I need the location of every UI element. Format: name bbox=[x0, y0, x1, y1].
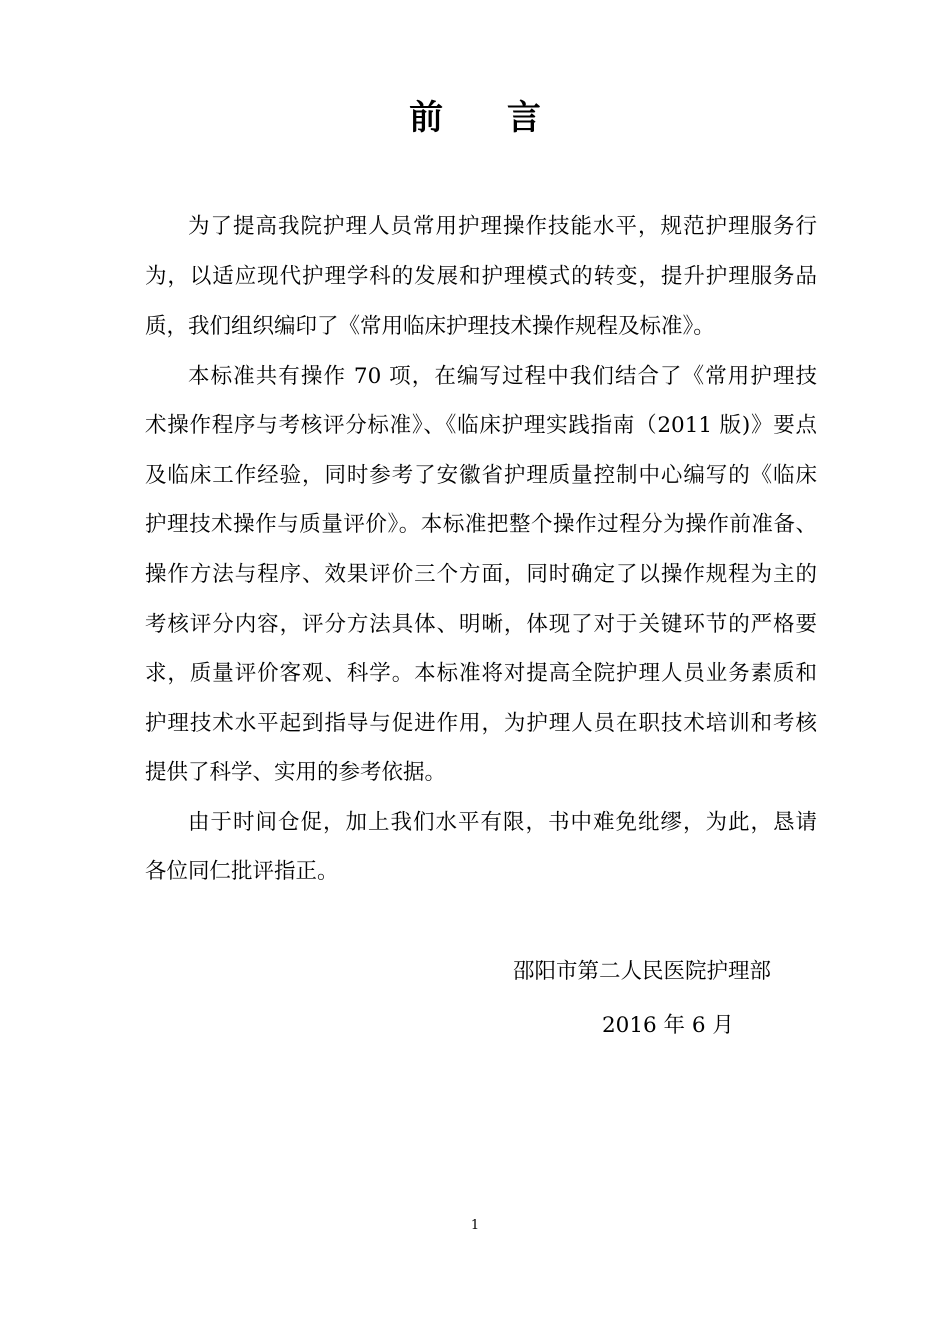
paragraph-2-line-5: 操作方法与程序、效果评价三个方面，同时确定了以操作规程为主的 bbox=[145, 562, 817, 587]
paragraph-1-line-3: 质，我们组织编印了《常用临床护理技术操作规程及标准》。 bbox=[145, 314, 715, 339]
paragraph-3-line-2: 各位同仁批评指正。 bbox=[145, 859, 339, 884]
signature-organization: 邵阳市第二人民医院护理部 bbox=[513, 959, 772, 984]
page-number: 1 bbox=[470, 1218, 480, 1233]
paragraph-1-line-1: 为了提高我院护理人员常用护理操作技能水平，规范护理服务行 bbox=[188, 214, 817, 239]
paragraph-2-line-7: 求，质量评价客观、科学。本标准将对提高全院护理人员业务素质和 bbox=[145, 661, 817, 686]
paragraph-2-line-3: 及临床工作经验，同时参考了安徽省护理质量控制中心编写的《临床 bbox=[145, 463, 817, 488]
paragraph-2-line-6: 考核评分内容，评分方法具体、明晰，体现了对于关键环节的严格要 bbox=[145, 612, 817, 637]
paragraph-2-line-1: 本标准共有操作 70 项，在编写过程中我们结合了《常用护理技 bbox=[188, 364, 817, 389]
page-title: 前 言 bbox=[409, 98, 567, 138]
paragraph-2-line-4: 护理技术操作与质量评价》。本标准把整个操作过程分为操作前准备、 bbox=[145, 512, 817, 537]
paragraph-2-line-8: 护理技术水平起到指导与促进作用，为护理人员在职技术培训和考核 bbox=[145, 711, 817, 736]
paragraph-2-line-9: 提供了科学、实用的参考依据。 bbox=[145, 760, 447, 785]
paragraph-1-line-2: 为，以适应现代护理学科的发展和护理模式的转变，提升护理服务品 bbox=[145, 264, 817, 289]
signature-date: 2016 年 6 月 bbox=[602, 1013, 734, 1038]
paragraph-2-line-2: 术操作程序与考核评分标准》、《临床护理实践指南（2011 版)》要点 bbox=[145, 413, 817, 438]
paragraph-3-line-1: 由于时间仓促，加上我们水平有限，书中难免纰缪，为此，恳请 bbox=[188, 810, 817, 835]
